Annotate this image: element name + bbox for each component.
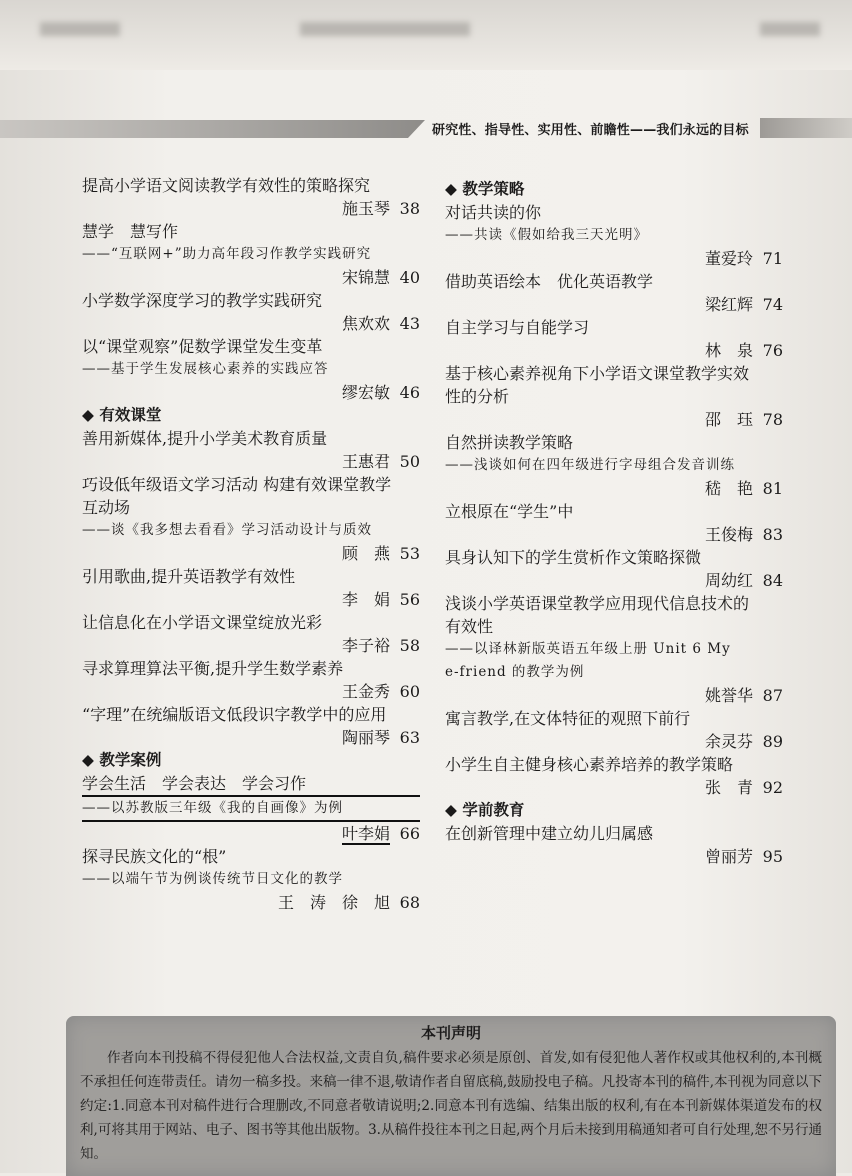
entry-author: 李子裕: [341, 636, 390, 655]
toc-entry[interactable]: [445, 316, 783, 362]
entry-page-number[interactable]: 83: [762, 525, 783, 544]
entry-byline: [445, 730, 783, 753]
entry-page-number[interactable]: 95: [762, 847, 783, 866]
toc-entry[interactable]: [82, 473, 420, 565]
entry-title[interactable]: 对话共读的你: [445, 203, 542, 222]
entry-author: 李 娟: [341, 590, 390, 609]
entry-title[interactable]: 让信息化在小学语文课堂绽放光彩: [82, 613, 323, 632]
entry-title[interactable]: 寓言教学,在文体特征的观照下前行: [445, 709, 691, 728]
entry-page-number[interactable]: 71: [762, 249, 783, 268]
toc-entry[interactable]: [82, 289, 420, 335]
entry-title[interactable]: 提高小学语文阅读教学有效性的策略探究: [82, 176, 371, 195]
entry-byline: [82, 726, 420, 749]
entry-title[interactable]: 寻求算理算法平衡,提升学生数学素养: [82, 659, 344, 678]
entry-title[interactable]: 引用歌曲,提升英语教学有效性: [82, 567, 296, 586]
bleed-blob: [40, 22, 120, 36]
toc-entry[interactable]: [82, 657, 420, 703]
toc-entry[interactable]: [82, 335, 420, 404]
entry-author: 王 涛 徐 旭: [277, 893, 390, 912]
entry-author: 张 青: [704, 778, 753, 797]
entry-title[interactable]: 立根原在“学生”中: [445, 502, 574, 521]
toc-entry[interactable]: [445, 707, 783, 753]
entry-title[interactable]: 性的分析: [445, 387, 510, 406]
entry-subtitle: ——以端午节为例谈传统节日文化的教学: [82, 871, 343, 887]
toc-entry[interactable]: [445, 592, 783, 707]
entry-byline: [82, 542, 420, 565]
entry-byline: [82, 450, 420, 473]
section-heading: ◆ 教学案例: [82, 751, 162, 769]
entry-title[interactable]: 探寻民族文化的“根”: [82, 847, 227, 866]
toc-entry[interactable]: [82, 611, 420, 657]
entry-page-number[interactable]: 92: [762, 778, 783, 797]
entry-title[interactable]: 基于核心素养视角下小学语文课堂教学实效: [445, 364, 750, 383]
toc-entry[interactable]: [445, 431, 783, 500]
entry-author: 焦欢欢: [341, 314, 390, 333]
previous-page-bleed: [0, 0, 852, 70]
toc-entry[interactable]: [82, 845, 420, 914]
entry-page-number[interactable]: 78: [762, 410, 783, 429]
entry-byline: [445, 339, 783, 362]
entry-page-number[interactable]: 50: [399, 452, 420, 471]
entry-author: 王金秀: [341, 682, 390, 701]
section-heading: ◆ 有效课堂: [82, 406, 162, 424]
toc-left-column: [82, 174, 420, 914]
entry-title[interactable]: 慧学 慧写作: [82, 222, 179, 241]
entry-title[interactable]: 互动场: [82, 498, 131, 517]
entry-author: 邵 珏: [704, 410, 753, 429]
header-slogan: 研究性、指导性、实用性、前瞻性——我们永远的目标: [432, 123, 749, 138]
entry-subtitle: ——谈《我多想去看看》学习活动设计与质效: [82, 522, 372, 538]
entry-author: 董爱玲: [704, 249, 753, 268]
bleed-blob: [300, 22, 470, 36]
entry-byline: [445, 569, 783, 592]
entry-author: 施玉琴: [341, 199, 390, 218]
entry-page-number[interactable]: 56: [399, 590, 420, 609]
header-bar: [0, 120, 425, 138]
entry-page-number[interactable]: 87: [762, 686, 783, 705]
entry-subtitle: ——共读《假如给我三天光明》: [445, 227, 648, 243]
entry-byline: [82, 266, 420, 289]
entry-title[interactable]: 自然拼读教学策略: [445, 433, 574, 452]
entry-author: 姚誉华: [704, 686, 753, 705]
entry-byline: [445, 408, 783, 431]
entry-title[interactable]: 小学生自主健身核心素养培养的教学策略: [445, 755, 734, 774]
entry-byline: [82, 312, 420, 335]
entry-author: 宋锦慧: [341, 268, 390, 287]
entry-subtitle: ——以译林新版英语五年级上册 Unit 6 My: [445, 641, 731, 657]
entry-page-number[interactable]: 66: [399, 824, 420, 843]
entry-byline: [82, 634, 420, 657]
entry-author: 林 泉: [704, 341, 753, 360]
entry-title[interactable]: 浅谈小学英语课堂教学应用现代信息技术的: [445, 594, 750, 613]
entry-page-number[interactable]: 74: [762, 295, 783, 314]
entry-page-number[interactable]: 58: [399, 636, 420, 655]
entry-title[interactable]: 具身认知下的学生赏析作文策略探微: [445, 548, 702, 567]
entry-byline: [445, 776, 783, 799]
entry-page-number[interactable]: 40: [399, 268, 420, 287]
entry-subtitle: ——以苏教版三年级《我的自画像》为例: [82, 797, 420, 822]
entry-page-number[interactable]: 60: [399, 682, 420, 701]
toc-entry[interactable]: [82, 220, 420, 289]
header-block: [760, 118, 852, 138]
entry-title[interactable]: 借助英语绘本 优化英语教学: [445, 272, 654, 291]
entry-byline: [82, 197, 420, 220]
entry-page-number[interactable]: 46: [399, 383, 420, 402]
entry-title[interactable]: 善用新媒体,提升小学美术教育质量: [82, 429, 328, 448]
entry-author: 周幼红: [704, 571, 753, 590]
toc-entry[interactable]: [445, 362, 783, 431]
entry-byline: [82, 680, 420, 703]
entry-title[interactable]: 自主学习与自能学习: [445, 318, 590, 337]
entry-author: 余灵芬: [704, 732, 753, 751]
section-heading: ◆ 教学策略: [445, 180, 525, 198]
entry-author: 曾丽芳: [704, 847, 753, 866]
journal-notice-box: [66, 1016, 836, 1176]
toc-entry[interactable]: [445, 546, 783, 592]
entry-author: 嵇 艳: [704, 479, 753, 498]
toc-entry[interactable]: [82, 427, 420, 473]
entry-page-number[interactable]: 68: [399, 893, 420, 912]
toc-entry[interactable]: [82, 174, 420, 220]
toc-entry[interactable]: [445, 500, 783, 546]
entry-author: 陶丽琴: [341, 728, 390, 747]
entry-title[interactable]: 以“课堂观察”促数学课堂发生变革: [82, 337, 323, 356]
entry-byline: [82, 891, 420, 914]
entry-title[interactable]: “字理”在统编版语文低段识字教学中的应用: [82, 705, 387, 724]
bleed-blob: [760, 22, 820, 36]
entry-byline: [82, 822, 420, 845]
entry-page-number[interactable]: 76: [762, 341, 783, 360]
entry-page-number[interactable]: 81: [762, 479, 783, 498]
entry-author: 缪宏敏: [341, 383, 390, 402]
notice-title: 本刊声明: [420, 1024, 481, 1042]
entry-author: 王惠君: [341, 452, 390, 471]
toc-right-column: [445, 178, 783, 868]
entry-page-number[interactable]: 63: [399, 728, 420, 747]
entry-title[interactable]: 学会生活 学会表达 学会习作: [82, 772, 420, 797]
entry-title[interactable]: 巧设低年级语文学习活动 构建有效课堂教学: [82, 475, 392, 494]
entry-byline: [82, 381, 420, 404]
toc-entry[interactable]: [445, 270, 783, 316]
entry-page-number[interactable]: 43: [399, 314, 420, 333]
entry-page-number[interactable]: 38: [399, 199, 420, 218]
toc-entry[interactable]: [445, 201, 783, 270]
entry-page-number[interactable]: 53: [399, 544, 420, 563]
entry-title[interactable]: 小学数学深度学习的教学实践研究: [82, 291, 323, 310]
toc-entry[interactable]: [445, 822, 783, 868]
entry-subtitle: ——基于学生发展核心素养的实践应答: [82, 361, 329, 377]
entry-author: 梁红辉: [704, 295, 753, 314]
entry-byline: [82, 588, 420, 611]
section-heading: ◆ 学前教育: [445, 801, 525, 819]
entry-author: 叶李娟: [341, 824, 390, 843]
notice-body: 作者向本刊投稿不得侵犯他人合法权益,文责自负,稿件要求必须是原创、首发,如有侵犯他人著作权或其他权利的,本刊概不承担任何连带责任。请勿一稿多投。来稿一律不退,敬请作者自留底稿,鼓励投电子稿。凡投寄本刊的稿件,本刊视为同意以下约定:1.同意本刊对稿件进行合理删改,不同意者敬请说明;2.同意本刊有选编、结集出版的权利,有在本刊新媒体渠道发布的权利,可将其用于网站、电子、图书等其他出版物。3.从稿件投往本刊之日起,两个月后未接到用稿通知者可自行处理,恕不另行通知。: [80, 1050, 822, 1162]
entry-subtitle: ——浅谈如何在四年级进行字母组合发音训练: [445, 457, 735, 473]
entry-author: 王俊梅: [704, 525, 753, 544]
toc-entry[interactable]: [82, 565, 420, 611]
entry-title[interactable]: 在创新管理中建立幼儿归属感: [445, 824, 654, 843]
entry-page-number[interactable]: 89: [762, 732, 783, 751]
entry-byline: [445, 845, 783, 868]
entry-byline: [445, 247, 783, 270]
toc-entry[interactable]: [445, 753, 783, 799]
toc-entry[interactable]: [82, 703, 420, 749]
entry-page-number[interactable]: 84: [762, 571, 783, 590]
toc-entry[interactable]: [82, 772, 420, 845]
entry-byline: [445, 523, 783, 546]
entry-subtitle: ——“互联网+”助力高年段习作教学实践研究: [82, 246, 372, 262]
entry-byline: [445, 293, 783, 316]
entry-byline: [445, 477, 783, 500]
entry-title[interactable]: 有效性: [445, 617, 494, 636]
entry-author: 顾 燕: [341, 544, 390, 563]
entry-subtitle: e-friend 的教学为例: [445, 664, 585, 680]
entry-byline: [445, 684, 783, 707]
